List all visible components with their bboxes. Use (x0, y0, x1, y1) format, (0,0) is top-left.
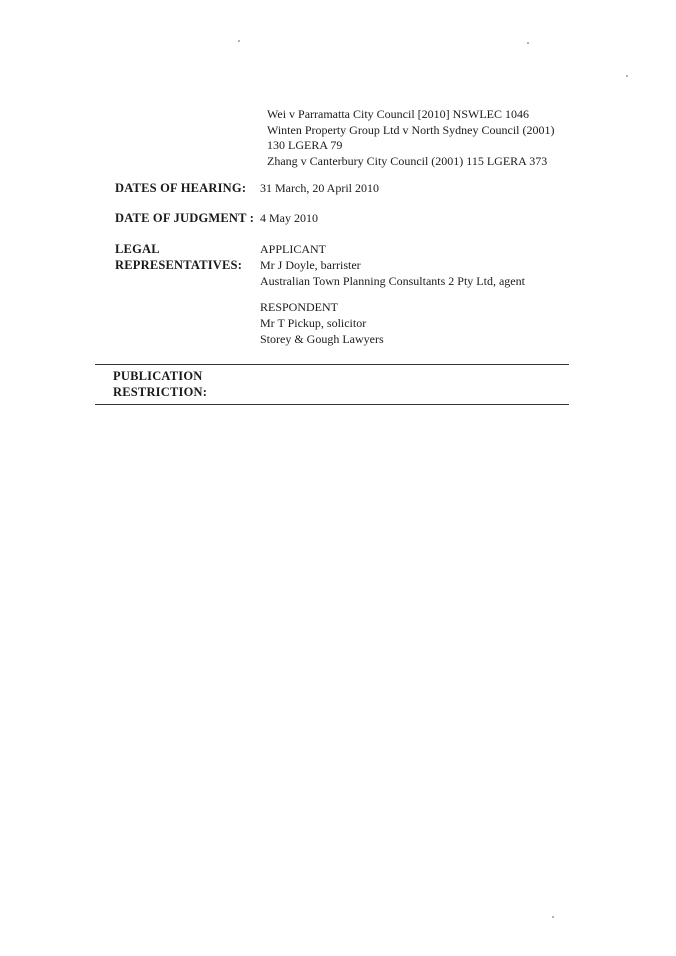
publication-restriction-label-line2: RESTRICTION: (113, 385, 208, 399)
cases-cited-list (267, 107, 554, 169)
case-citation: Wei v Parramatta City Council [2010] NSWLEC 1046 (267, 107, 529, 121)
publication-restriction-label-line1: PUBLICATION (113, 369, 203, 383)
scan-speck (238, 40, 240, 42)
date-of-judgment-value: 4 May 2010 (260, 211, 318, 225)
respondent-solicitor: Mr T Pickup, solicitor (260, 316, 367, 330)
scan-speck (626, 75, 628, 77)
legal-representatives-label-line1: LEGAL (115, 242, 160, 256)
applicant-heading: APPLICANT (260, 242, 327, 256)
case-citation: 130 LGERA 79 (267, 138, 343, 152)
case-citation: Zhang v Canterbury City Council (2001) 115 LGERA 373 (267, 153, 548, 168)
respondent-heading: RESPONDENT (260, 300, 339, 314)
legal-representatives-label-line2: REPRESENTATIVES: (115, 258, 243, 272)
dates-of-hearing-label: DATES OF HEARING: (115, 181, 247, 195)
dates-of-hearing-value: 31 March, 20 April 2010 (260, 181, 379, 195)
case-citation: Winten Property Group Ltd v North Sydney Council (2001) (267, 122, 555, 137)
date-of-judgment-label: DATE OF JUDGMENT : (115, 211, 255, 225)
publication-restriction-label (113, 368, 207, 400)
respondent-firm: Storey & Gough Lawyers (260, 332, 384, 346)
applicant-agent: Australian Town Planning Consultants 2 Pty Ltd, agent (260, 274, 525, 288)
top-divider (95, 364, 569, 365)
bottom-divider (95, 404, 569, 405)
scan-speck (552, 916, 554, 918)
applicant-counsel: Mr J Doyle, barrister (260, 258, 361, 272)
scan-speck (527, 42, 529, 44)
